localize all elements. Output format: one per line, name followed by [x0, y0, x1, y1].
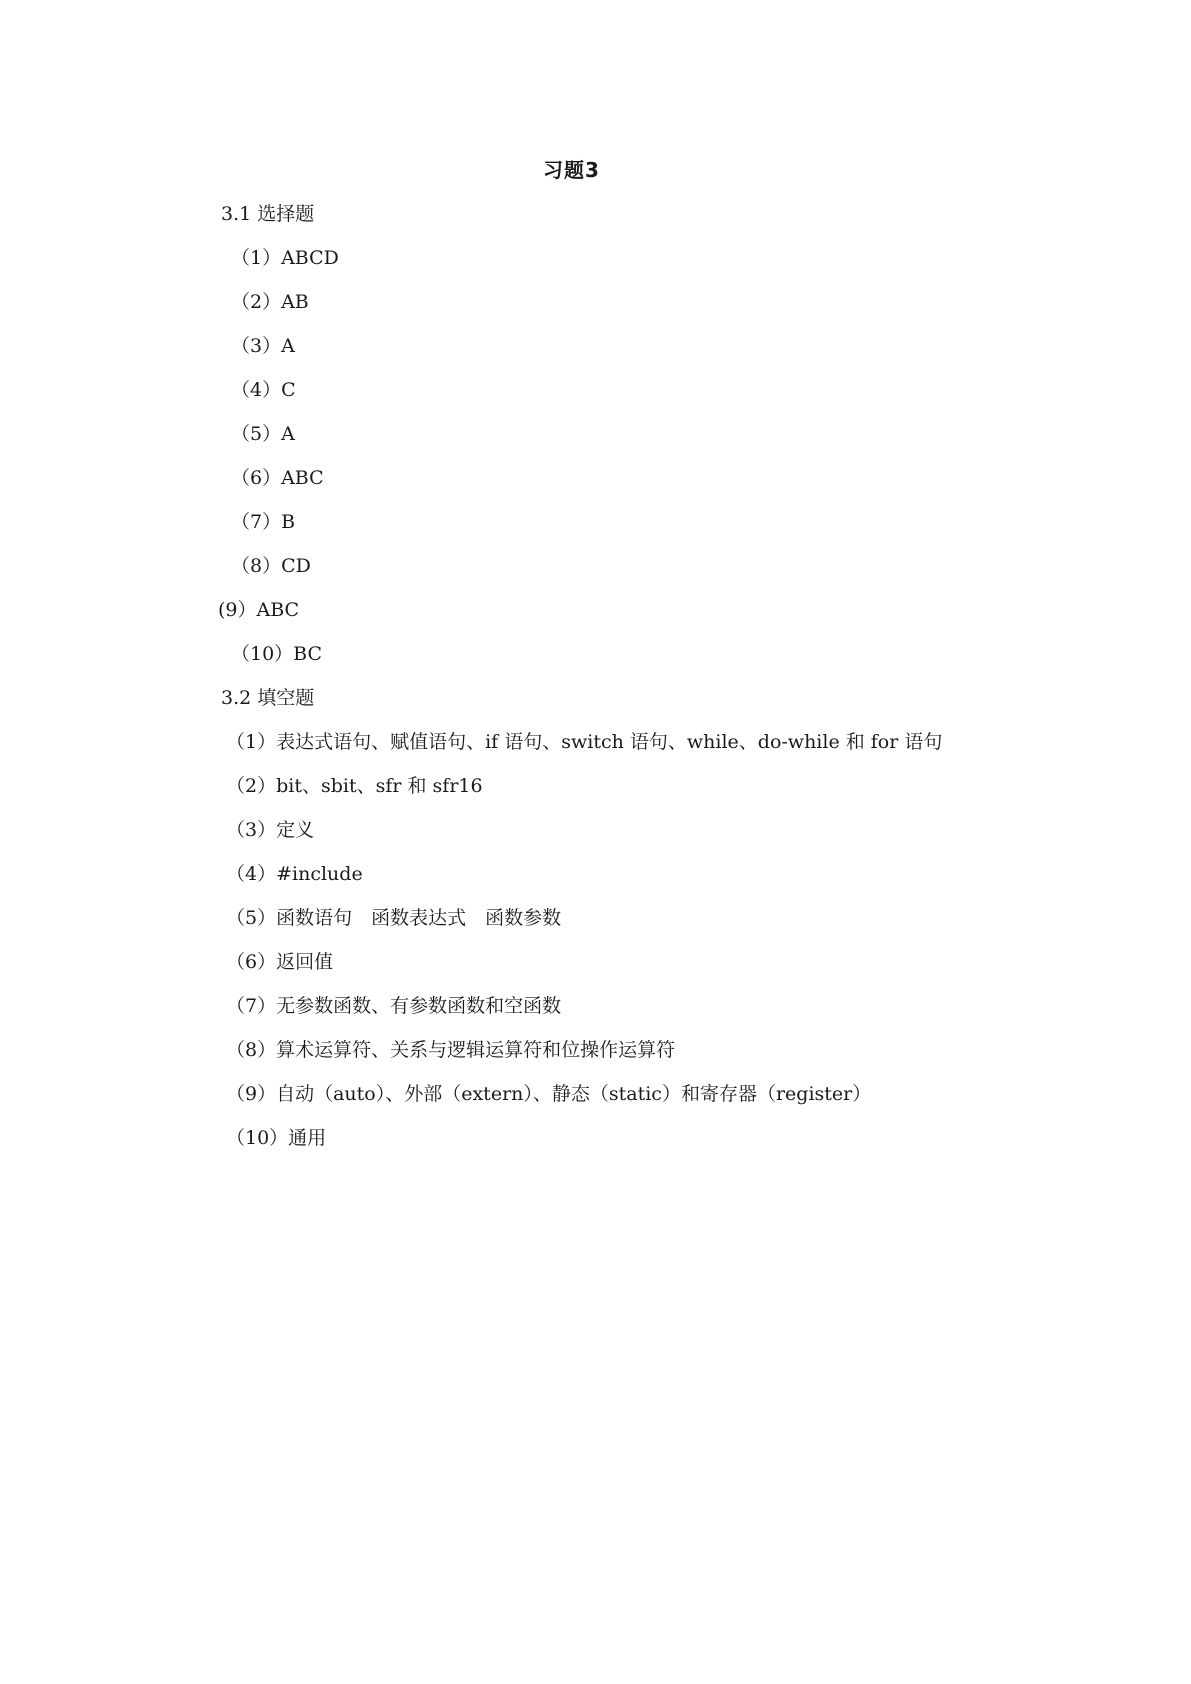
fill-answer-2: （2）bit、sbit、sfr 和 sfr16 — [226, 775, 483, 797]
fill-answer-5: （5）函数语句 函数表达式 函数参数 — [226, 907, 562, 929]
fill-answer-7: （7）无参数函数、有参数函数和空函数 — [226, 995, 562, 1017]
page-title: 习题3 — [543, 158, 600, 182]
fill-answer-4: （4）#include — [226, 863, 363, 885]
choice-answer-7: （7）B — [231, 511, 296, 533]
choice-answer-5: （5）A — [231, 423, 295, 445]
fill-answer-10: （10）通用 — [226, 1127, 327, 1149]
choice-answer-2: （2）AB — [231, 291, 309, 313]
fill-answer-9: （9）自动（auto）、外部（extern）、静态（static）和寄存器（register） — [226, 1083, 872, 1105]
choice-answer-6: （6）ABC — [231, 467, 324, 489]
choice-answer-1: （1）ABCD — [231, 247, 339, 269]
choice-answer-4: （4）C — [231, 379, 296, 401]
choice-answer-9: (9）ABC — [218, 599, 300, 621]
section-heading-choice: 3.1 选择题 — [221, 203, 315, 225]
fill-answer-1: （1）表达式语句、赋值语句、if 语句、switch 语句、while、do-while 和 for 语句 — [226, 731, 943, 753]
section-heading-fill: 3.2 填空题 — [221, 687, 315, 709]
choice-answer-3: （3）A — [231, 335, 295, 357]
fill-answer-8: （8）算术运算符、关系与逻辑运算符和位操作运算符 — [226, 1039, 676, 1061]
choice-answer-10: （10）BC — [231, 643, 323, 665]
fill-answer-6: （6）返回值 — [226, 951, 334, 973]
choice-answer-8: （8）CD — [231, 555, 311, 577]
fill-answer-3: （3）定义 — [226, 819, 315, 841]
